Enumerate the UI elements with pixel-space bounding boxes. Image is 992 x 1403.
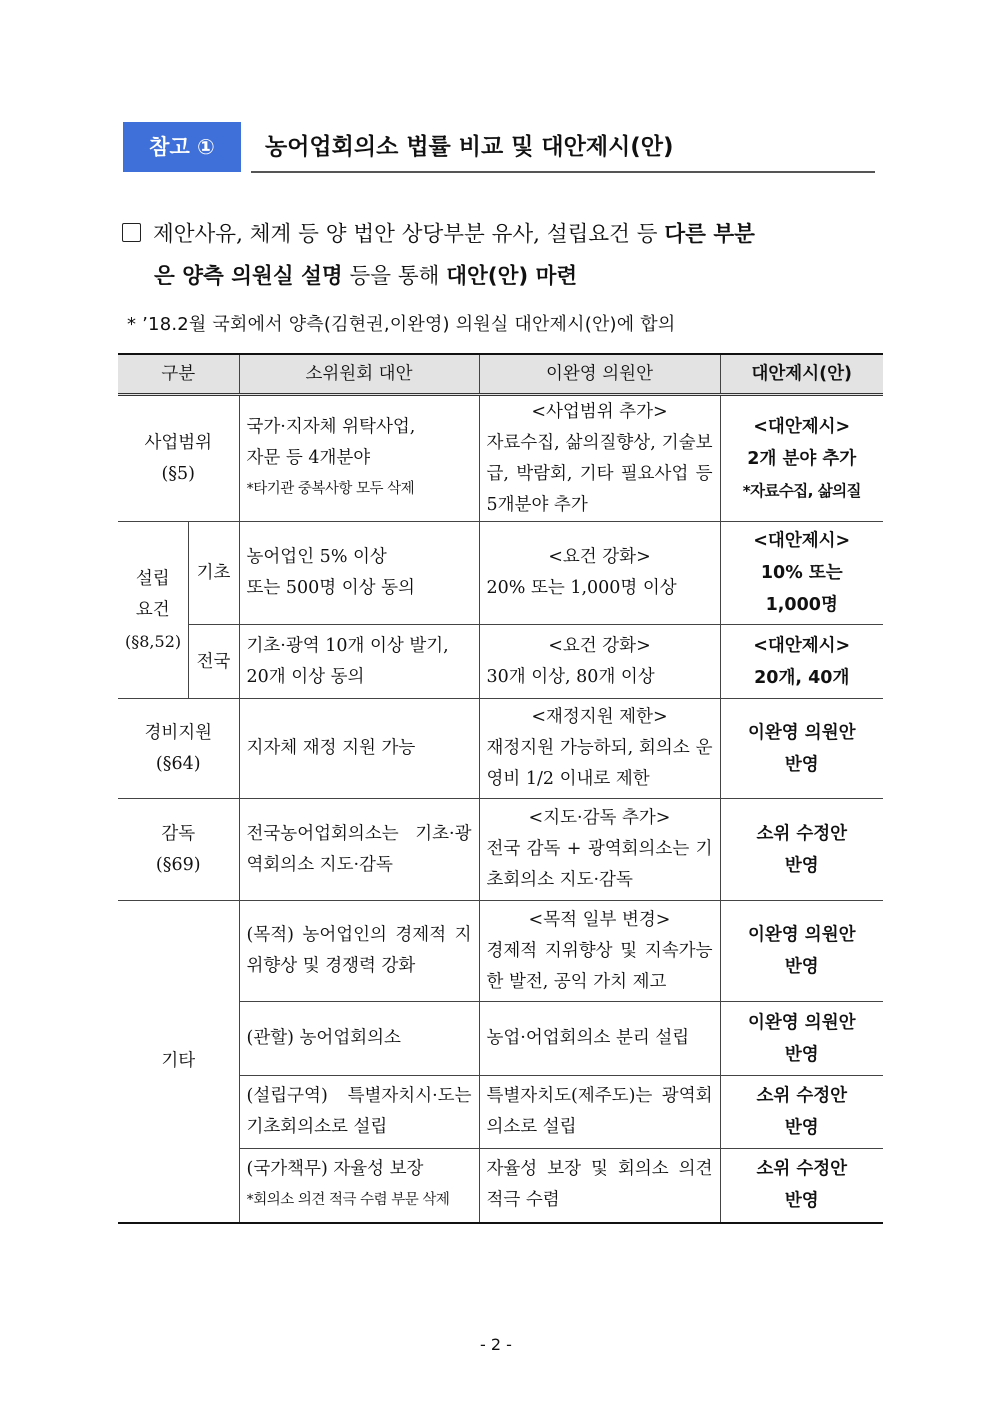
cell-text: 농어업인 5% 이상 [246,547,387,567]
header-lee-bill: 이완영 의원안 [479,354,720,395]
label-text: 경비지원 [144,722,213,743]
cell-text: 2개 분야 추가 [747,448,857,469]
etc-region-subcommittee: (설립구역) 특별자치시·도는 기초회의소로 설립 [239,1076,479,1149]
etc-duty-alternative [720,1149,883,1223]
cell-title: <사업범위 추가> [531,401,668,422]
funding-alternative [720,699,883,799]
cell-text: 이완영 의원안 [747,722,856,743]
sub-label-national: 전국 [188,625,239,699]
label-text: 설립 [135,568,170,589]
cell-text: 반영 [784,1191,819,1212]
scope-subcommittee [239,395,479,522]
funding-subcommittee: 지자체 재정 지원 가능 [239,699,479,799]
section-text: (§5) [161,463,196,484]
cell-text: 10% 또는 [760,563,843,583]
etc-region-lee: 특별자치도(제주도)는 광역회의소로 설립 [479,1076,720,1149]
table-row [118,522,883,625]
table-header-row [118,354,883,395]
cell-text: 30개 이상, 80개 이상 [486,666,655,687]
supervision-subcommittee: 전국농어업회의소는 기초·광역회의소 지도·감독 [239,799,479,901]
bullet-line1-text: 제안사유, 체계 등 양 법안 상당부분 유사, 설립요건 등 [153,222,665,247]
cell-text: 1,000명 [765,595,838,615]
cell-text: 재정지원 가능하되, 회의소 운영비 1/2 이내로 제한 [486,738,713,789]
bullet-line1-bold: 다른 부분 [664,222,755,247]
cell-note: *자료수집, 삶의질 [742,481,861,500]
cell-text: 전국 감독 + 광역회의소는 기초회의소 지도·감독 [486,839,713,890]
sub-label-basic: 기초 [188,522,239,625]
section-text: (§8,52) [125,631,182,651]
cell-text: 소위 수정안 [756,823,848,844]
checkbox-bullet-icon [122,223,141,242]
cell-note: *회의소 의견 적극 수렴 부문 삭제 [246,1192,450,1209]
cell-text: (국가책무) 자율성 보장 [246,1159,424,1180]
cell-title: <요건 강화> [548,635,651,656]
bullet-line2-bold2: 대안(안) 마련 [446,264,578,289]
cell-title: <요건 강화> [548,547,651,567]
cell-text: 자료수집, 삶의질향상, 기술보급, 박람회, 기타 필요사업 등 5개분야 추가 [486,432,713,515]
section-text: (§69) [155,854,201,875]
header-alternative: 대안제시(안) [720,354,883,395]
cell-text: 기초·광역 10개 이상 발기, [246,635,449,656]
etc-duty-subcommittee [239,1149,479,1223]
scope-lee [479,395,720,522]
bullet-line2-bold1: 은 양측 의원실 설명 [154,264,343,289]
funding-lee [479,699,720,799]
cell-text: 소위 수정안 [756,1086,848,1106]
cell-text: 반영 [784,1044,819,1065]
cell-title: <목적 일부 변경> [528,909,671,930]
title-underline [251,171,875,173]
row-label-funding [118,699,239,799]
etc-jurisdiction-subcommittee: (관할) 농어업회의소 [239,1002,479,1076]
cell-text: 경제적 지위향상 및 지속가능한 발전, 공익 가치 제고 [486,940,713,992]
cell-text: 20개, 40개 [754,667,850,688]
cell-text: 이완영 의원안 [747,925,856,945]
cell-text: 반영 [784,957,819,977]
supervision-lee [479,799,720,901]
etc-region-alternative [720,1076,883,1149]
row-label-etc: 기타 [118,901,239,1223]
cell-text: 반영 [784,1118,819,1138]
bullet-line2 [122,256,882,298]
cell-text: 반영 [784,855,819,876]
cell-text: 자문 등 4개분야 [246,448,371,468]
supervision-alternative [720,799,883,901]
etc-purpose-lee [479,901,720,1002]
cell-title: <재정지원 제한> [531,707,668,727]
etc-duty-lee: 자율성 보장 및 회의소 의견 적극 수렴 [479,1149,720,1223]
etc-jurisdiction-alternative [720,1002,883,1076]
comparison-table [118,353,883,1224]
cell-title: <대안제시> [753,416,851,437]
summary-bullet [122,214,882,298]
bullet-line2-text: 등을 통해 [342,264,447,289]
cell-text: 이완영 의원안 [747,1012,856,1033]
table-row [118,799,883,901]
header-subcommittee: 소위원회 대안 [239,354,479,395]
section-text: (§64) [155,753,201,774]
table-row [118,395,883,522]
scope-alternative [720,395,883,522]
label-text: 사업범위 [144,432,213,453]
row-label-requirements [118,522,188,699]
row-label-scope [118,395,239,522]
basic-subcommittee [239,522,479,625]
national-lee [479,625,720,699]
row-label-supervision [118,799,239,901]
cell-text: 20개 이상 동의 [246,666,365,687]
table-row [118,901,883,1002]
etc-purpose-subcommittee: (목적) 농어업인의 경제적 지위향상 및 경쟁력 강화 [239,901,479,1002]
national-subcommittee [239,625,479,699]
section-header [123,122,875,172]
cell-text: 20% 또는 1,000명 이상 [486,578,677,598]
label-text: 감독 [161,823,196,844]
cell-title: <대안제시> [753,635,851,656]
table-row [118,699,883,799]
agreement-note: * ’18.2월 국회에서 양측(김현권,이완영) 의원실 대안제시(안)에 합의 [127,314,676,335]
etc-jurisdiction-lee: 농업·어업회의소 분리 설립 [479,1002,720,1076]
page-number: - 2 - [480,1335,512,1354]
table-row [118,625,883,699]
national-alternative [720,625,883,699]
header-category: 구분 [118,354,239,395]
page-title: 농어업회의소 법률 비교 및 대안제시(안) [265,134,674,160]
basic-lee [479,522,720,625]
cell-text: 또는 500명 이상 동의 [246,578,415,598]
cell-text: 국가·지자체 위탁사업, [246,417,416,437]
label-text: 요건 [135,599,170,620]
cell-title: <지도·감독 추가> [528,808,671,828]
cell-note: *타기관 중복사항 모두 삭제 [246,481,415,497]
etc-purpose-alternative [720,901,883,1002]
cell-title: <대안제시> [753,531,851,551]
cell-text: 소위 수정안 [756,1159,848,1180]
basic-alternative [720,522,883,625]
cell-text: 반영 [784,754,819,775]
reference-badge: 참고 ① [123,122,241,172]
